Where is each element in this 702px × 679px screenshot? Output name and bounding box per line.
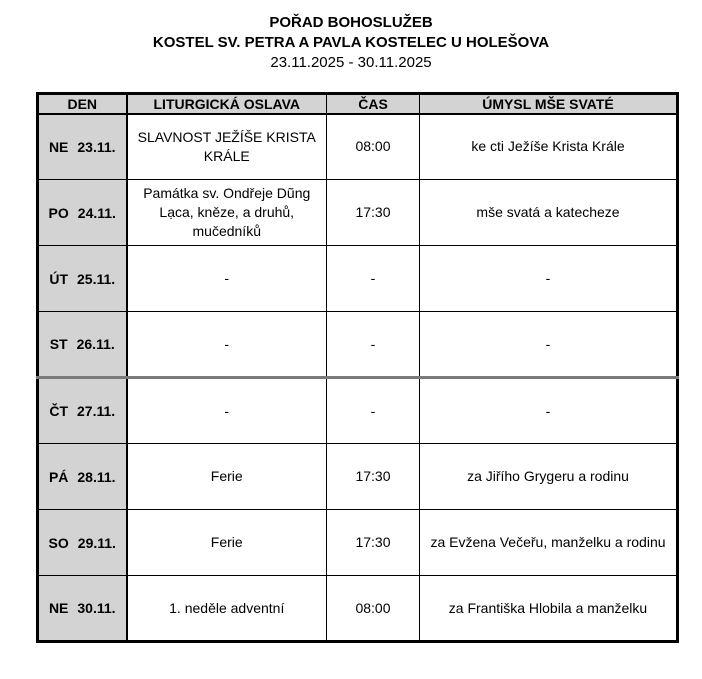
celebration-cell: 1. neděle adventní [127, 576, 327, 642]
table-row-ne-23-11 [38, 114, 678, 180]
document-header [0, 0, 702, 73]
intention-cell: za Jiřího Grygeru a rodinu [420, 444, 678, 510]
column-header-liturgicka-oslava: LITURGICKÁ OSLAVA [127, 94, 327, 114]
day-abbr: ST [49, 336, 68, 352]
time-cell: - [327, 246, 420, 312]
day-abbr: PO [48, 204, 69, 221]
celebration-cell: - [127, 246, 327, 312]
day-date: 25.11. [77, 270, 116, 287]
day-date: 28.11. [77, 468, 116, 485]
table-row-st-26-11 [38, 312, 678, 378]
table-row-ne-30-11 [38, 576, 678, 642]
day-abbr: ÚT [49, 270, 68, 287]
celebration-cell: Ferie [127, 444, 327, 510]
day-cell [38, 378, 127, 444]
day-cell [38, 246, 127, 312]
table-row-ut-25-11 [38, 246, 678, 312]
day-abbr: SO [48, 534, 69, 551]
schedule-table [36, 92, 679, 643]
time-cell: 08:00 [327, 114, 420, 180]
time-cell: 17:30 [327, 180, 420, 246]
day-label [39, 205, 126, 221]
day-label [39, 600, 126, 616]
time-cell: - [327, 378, 420, 444]
table-row-ct-27-11 [38, 378, 678, 444]
intention-cell: - [420, 378, 678, 444]
time-cell: - [327, 312, 420, 378]
day-date: 29.11. [77, 534, 116, 551]
day-label [39, 535, 126, 551]
day-abbr: PÁ [48, 468, 69, 485]
day-label [39, 139, 126, 155]
time-cell: 17:30 [327, 510, 420, 576]
day-abbr: NE [48, 138, 69, 155]
intention-cell: za Evžena Večeřu, manželku a rodinu [420, 510, 678, 576]
day-cell [38, 312, 127, 378]
day-cell [38, 510, 127, 576]
day-date: 27.11. [77, 403, 116, 419]
column-header-umysl-mse-svate: ÚMYSL MŠE SVATÉ [420, 94, 678, 114]
intention-cell: - [420, 246, 678, 312]
day-date: 23.11. [77, 138, 116, 155]
intention-cell: mše svatá a katecheze [420, 180, 678, 246]
table-row-po-24-11 [38, 180, 678, 246]
intention-cell: ke cti Ježíše Krista Krále [420, 114, 678, 180]
table-row-so-29-11 [38, 510, 678, 576]
day-label [39, 271, 126, 287]
intention-cell: za Františka Hlobila a manželku [420, 576, 678, 642]
celebration-cell: - [127, 378, 327, 444]
date-range: 23.11.2025 - 30.11.2025 [270, 54, 432, 71]
celebration-cell: Památka sv. Ondřeje Dũng Lạca, kněze, a druhů, mučedníků [127, 180, 327, 246]
document-title: POŘAD BOHOSLUŽEB [269, 14, 433, 31]
table-header-row [38, 94, 678, 114]
day-label [39, 336, 126, 352]
celebration-cell: Ferie [127, 510, 327, 576]
day-cell [38, 444, 127, 510]
day-date: 26.11. [76, 336, 115, 352]
day-date: 24.11. [77, 204, 116, 221]
day-cell [38, 114, 127, 180]
day-label [39, 403, 126, 419]
day-label [39, 469, 126, 485]
day-cell [38, 576, 127, 642]
table-row-pa-28-11 [38, 444, 678, 510]
day-abbr: NE [48, 600, 69, 616]
column-header-den: DEN [38, 94, 127, 114]
day-cell [38, 180, 127, 246]
time-cell: 17:30 [327, 444, 420, 510]
celebration-cell: SLAVNOST JEŽÍŠE KRISTA KRÁLE [127, 114, 327, 180]
celebration-cell: - [127, 312, 327, 378]
day-abbr: ČT [49, 403, 68, 419]
time-cell: 08:00 [327, 576, 420, 642]
intention-cell: - [420, 312, 678, 378]
church-name: KOSTEL SV. PETRA A PAVLA KOSTELEC U HOLEŠOVA [152, 34, 550, 51]
day-date: 30.11. [77, 600, 116, 616]
column-header-cas: ČAS [327, 94, 420, 114]
